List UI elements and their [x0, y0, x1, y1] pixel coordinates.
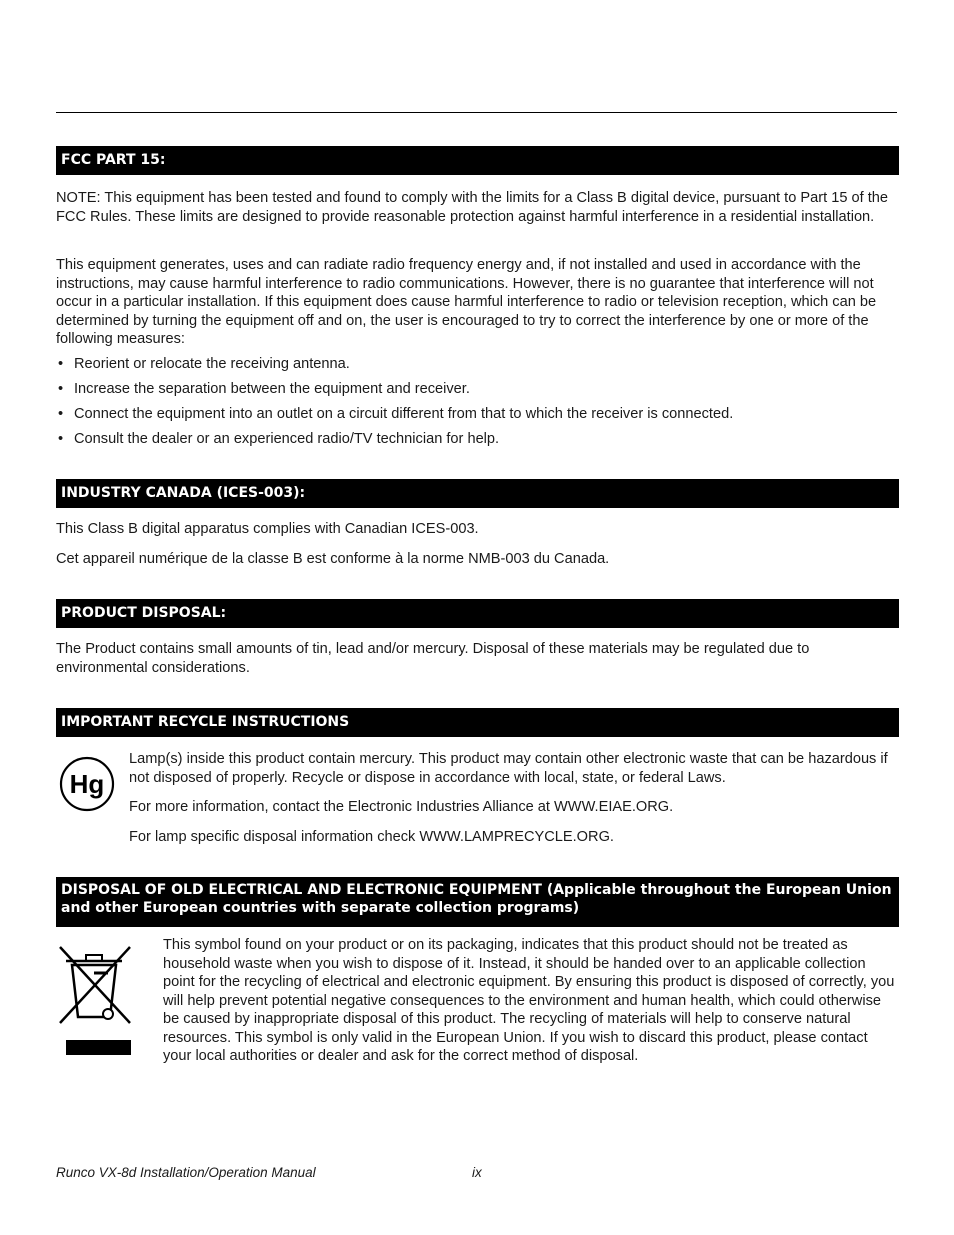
fcc-body-paragraph: This equipment generates, uses and can radiate radio frequency energy and, if not installed and used in accordance with the instructions, may cause harmful interference to radio communications. However, there is no guarantee that interference will not occur in a particular installation. If this equipment does cause harmful interference to radio or television reception, which can be determined by turning the equipment off and on, the user is encouraged to try to correct the interference by one or more of the following measures: — [56, 257, 877, 347]
eia-info-paragraph: For more information, contact the Electronic Industries Alliance at WWW.EIAE.ORG. — [129, 799, 674, 815]
bullet-icon: • — [58, 406, 64, 422]
canada-heading: INDUSTRY CANADA (ICES-003): — [56, 479, 899, 508]
canada-english-paragraph: This Class B digital apparatus complies with Canadian ICES-003. — [56, 521, 479, 537]
top-rule — [56, 112, 897, 113]
recycle-heading: IMPORTANT RECYCLE INSTRUCTIONS — [56, 708, 899, 737]
bullet-icon: • — [58, 431, 64, 447]
fcc-heading: FCC PART 15: — [56, 146, 899, 175]
list-item: • Connect the equipment into an outlet on a circuit different from that to which the receiver is connected. — [58, 406, 734, 422]
list-item: • Consult the dealer or an experienced radio/TV technician for help. — [58, 431, 500, 447]
mercury-hg-icon — [56, 756, 118, 812]
list-item: • Reorient or relocate the receiving antenna. — [58, 356, 350, 372]
crossed-out-wheelie-bin-icon — [56, 943, 136, 1058]
weee-heading-scope: (Applicable throughout the European Union and other European countries with separate collection programs) — [61, 882, 892, 916]
recycle-paragraph: Lamp(s) inside this product contain mercury. This product may contain other electronic waste that can be hazardous if not disposed of properly. Recycle or dispose in accordance with local, state, or federal Laws. — [129, 751, 888, 786]
fcc-measures-list — [56, 355, 899, 455]
weee-heading-title: DISPOSAL OF OLD ELECTRICAL AND ELECTRONIC EQUIPMENT — [61, 882, 542, 898]
weee-paragraph: This symbol found on your product or on its packaging, indicates that this product should not be treated as household waste when you wish to dispose of it. Instead, it should be handed over to an applicable collection point for the recycling of electrical and electronic equipment. By ensuring this product is disposed of correctly, you will help prevent potential negative consequences to the environment and human health, which could otherwise be caused by inappropriate disposal of this product. The recycling of materials will help to conserve natural resources. This symbol is only valid in the European Union. If you wish to discard this product, please contact your local authorities or dealer and ask for the correct method of disposal. — [163, 937, 895, 1064]
lamprecycle-info-paragraph: For lamp specific disposal information check WWW.LAMPRECYCLE.ORG. — [129, 829, 614, 845]
weee-heading — [56, 877, 899, 927]
fcc-note-paragraph: NOTE: This equipment has been tested and found to comply with the limits for a Class B digital device, pursuant to Part 15 of the FCC Rules. These limits are designed to provide reasonable protection against harmful interference in a residential installation. — [56, 190, 889, 225]
product-disposal-heading: PRODUCT DISPOSAL: — [56, 599, 899, 628]
footer-manual-title: Runco VX-8d Installation/Operation Manual — [56, 1165, 316, 1180]
svg-text:Hg: Hg — [69, 769, 105, 799]
footer-page-number: ix — [472, 1165, 482, 1180]
bullet-icon: • — [58, 381, 64, 397]
list-item: • Increase the separation between the equipment and receiver. — [58, 381, 470, 397]
bullet-icon: • — [58, 356, 64, 372]
canada-french-paragraph: Cet appareil numérique de la classe B est conforme à la norme NMB-003 du Canada. — [56, 551, 610, 567]
product-disposal-paragraph: The Product contains small amounts of tin, lead and/or mercury. Disposal of these materials may be regulated due to environmental considerations. — [56, 641, 810, 676]
